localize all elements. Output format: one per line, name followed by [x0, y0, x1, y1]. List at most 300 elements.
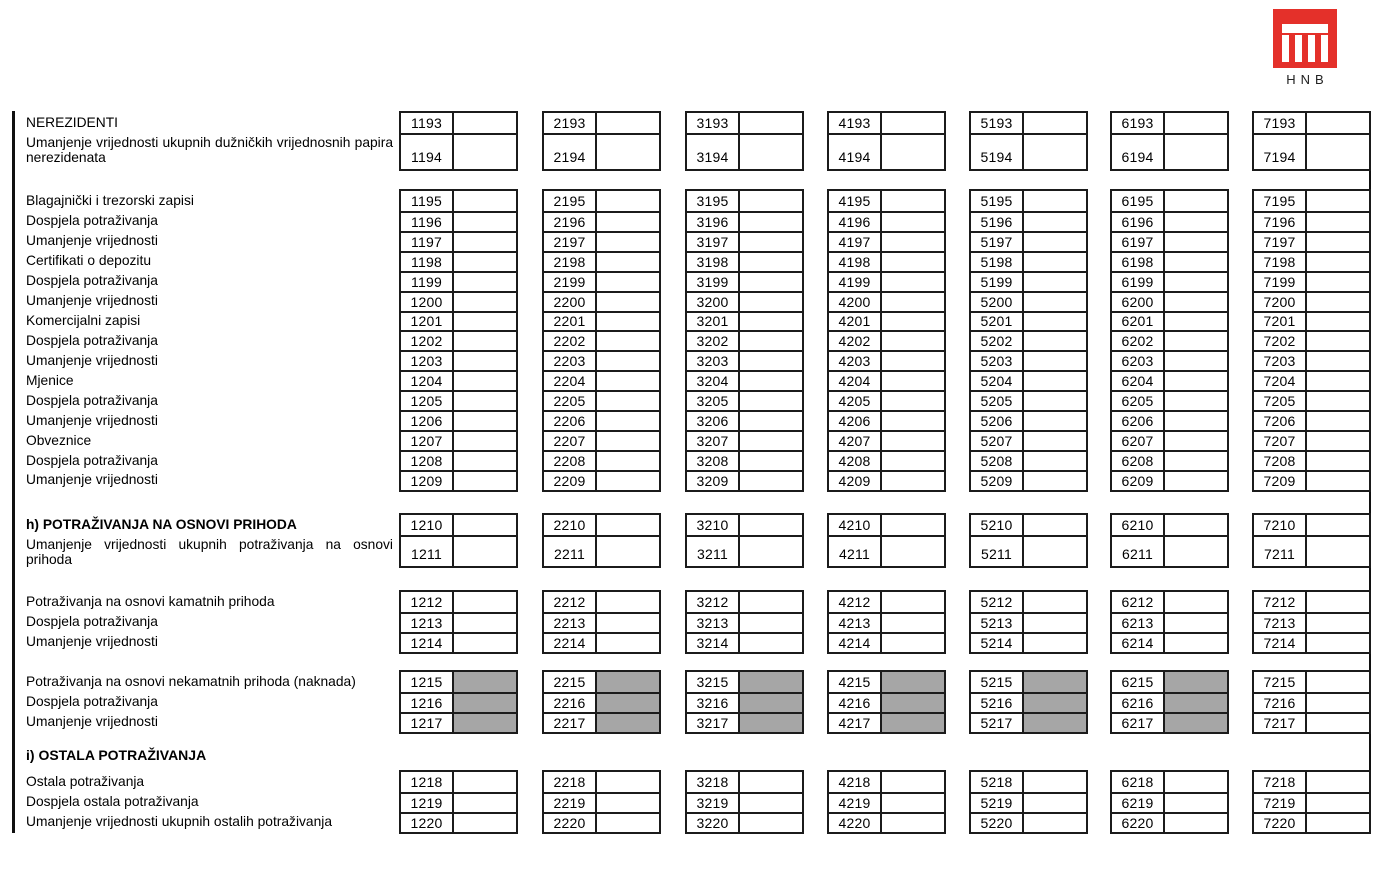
value-cell-4218[interactable]	[882, 772, 944, 792]
value-cell-2204[interactable]	[597, 372, 659, 390]
value-cell-4210[interactable]	[882, 515, 944, 535]
value-cell-3194[interactable]	[740, 135, 802, 170]
box-row	[1254, 390, 1369, 410]
code-cell-3217: 3217	[687, 714, 740, 732]
box-row	[544, 430, 659, 450]
code-block-nekamatni-prihodi-col7	[1252, 670, 1371, 734]
value-cell-2208[interactable]	[597, 452, 659, 470]
value-cell-3211[interactable]	[740, 537, 802, 567]
value-cell-2194[interactable]	[597, 135, 659, 170]
code-block-nerezidenti-col3	[685, 111, 804, 171]
code-block-ostala-potrazivanja-col3	[685, 770, 804, 834]
value-cell-1210[interactable]	[454, 515, 516, 535]
value-cell-4205[interactable]	[882, 392, 944, 410]
value-cell-2193[interactable]	[597, 113, 659, 133]
value-cell-2213[interactable]	[597, 614, 659, 632]
value-cell-2220[interactable]	[597, 814, 659, 832]
code-cell-4214: 4214	[829, 634, 882, 652]
value-cell-2214[interactable]	[597, 634, 659, 652]
code-cell-5195: 5195	[971, 191, 1024, 211]
code-block-vrijednosni-papiri-col6	[1110, 189, 1229, 492]
value-cell-1215	[454, 672, 516, 692]
value-cell-6219[interactable]	[1165, 794, 1227, 812]
box-row	[1254, 712, 1369, 732]
value-cell-6199[interactable]	[1165, 273, 1227, 291]
code-cell-5211: 5211	[971, 537, 1024, 567]
value-cell-4213[interactable]	[882, 614, 944, 632]
value-cell-5218[interactable]	[1024, 772, 1086, 792]
value-cell-6208[interactable]	[1165, 452, 1227, 470]
value-cell-4208[interactable]	[882, 452, 944, 470]
value-cell-6198[interactable]	[1165, 253, 1227, 271]
value-cell-5200[interactable]	[1024, 293, 1086, 311]
value-cell-4209[interactable]	[882, 472, 944, 490]
value-cell-6214[interactable]	[1165, 634, 1227, 652]
value-cell-4198[interactable]	[882, 253, 944, 271]
box-row	[687, 772, 802, 792]
code-cell-3211: 3211	[687, 537, 740, 567]
value-cell-6195[interactable]	[1165, 191, 1227, 211]
value-cell-5202[interactable]	[1024, 332, 1086, 350]
temple-columns-shape	[1282, 35, 1328, 62]
code-block-vrijednosni-papiri-col1	[399, 189, 518, 492]
value-cell-3218[interactable]	[740, 772, 802, 792]
left-table-rule	[12, 111, 15, 833]
value-cell-4201[interactable]	[882, 313, 944, 331]
code-cell-2197: 2197	[544, 233, 597, 251]
box-row	[1254, 291, 1369, 311]
code-cell-6216: 6216	[1112, 694, 1165, 712]
code-cell-1193: 1193	[401, 113, 454, 133]
box-row	[829, 515, 944, 535]
value-cell-5206[interactable]	[1024, 412, 1086, 430]
code-cell-3215: 3215	[687, 672, 740, 692]
code-cell-2207: 2207	[544, 432, 597, 450]
value-cell-5214[interactable]	[1024, 634, 1086, 652]
value-cell-7204[interactable]	[1307, 372, 1369, 390]
value-cell-4199[interactable]	[882, 273, 944, 291]
value-cell-2197[interactable]	[597, 233, 659, 251]
value-cell-1212[interactable]	[454, 592, 516, 612]
value-cell-2200[interactable]	[597, 293, 659, 311]
value-cell-7194[interactable]	[1307, 135, 1369, 170]
value-cell-5220[interactable]	[1024, 814, 1086, 832]
code-cell-6217: 6217	[1112, 714, 1165, 732]
row-label: Umanjenje vrijednosti ukupnih ostalih potraživanja	[26, 814, 333, 830]
box-row	[971, 350, 1086, 370]
value-cell-6220[interactable]	[1165, 814, 1227, 832]
code-cell-4220: 4220	[829, 814, 882, 832]
box-row	[544, 330, 659, 350]
value-cell-5207[interactable]	[1024, 432, 1086, 450]
value-cell-7205[interactable]	[1307, 392, 1369, 410]
value-cell-1220[interactable]	[454, 814, 516, 832]
code-cell-6198: 6198	[1112, 253, 1165, 271]
value-cell-5208[interactable]	[1024, 452, 1086, 470]
box-row	[971, 311, 1086, 331]
box-row	[1254, 612, 1369, 632]
value-cell-6216	[1165, 694, 1227, 712]
value-cell-3208[interactable]	[740, 452, 802, 470]
value-cell-2209[interactable]	[597, 472, 659, 490]
box-row	[971, 211, 1086, 231]
value-cell-2198[interactable]	[597, 253, 659, 271]
box-row	[971, 672, 1086, 692]
value-cell-7200[interactable]	[1307, 293, 1369, 311]
box-row	[1254, 470, 1369, 490]
value-cell-6213[interactable]	[1165, 614, 1227, 632]
value-cell-7207[interactable]	[1307, 432, 1369, 450]
value-cell-6205[interactable]	[1165, 392, 1227, 410]
value-cell-5193[interactable]	[1024, 113, 1086, 133]
box-row	[544, 350, 659, 370]
value-cell-6194[interactable]	[1165, 135, 1227, 170]
value-cell-3207[interactable]	[740, 432, 802, 450]
value-cell-2212[interactable]	[597, 592, 659, 612]
value-cell-1199[interactable]	[454, 273, 516, 291]
box-row	[1254, 410, 1369, 430]
value-cell-3203[interactable]	[740, 352, 802, 370]
code-cell-5209: 5209	[971, 472, 1024, 490]
value-cell-5194[interactable]	[1024, 135, 1086, 170]
value-cell-5209[interactable]	[1024, 472, 1086, 490]
code-block-kamatni-prihodi-col7	[1252, 590, 1371, 654]
row-label: Dospjela potraživanja	[26, 213, 158, 229]
value-cell-4220[interactable]	[882, 814, 944, 832]
value-cell-1204[interactable]	[454, 372, 516, 390]
code-block-nerezidenti-col6	[1110, 111, 1229, 171]
value-cell-7197[interactable]	[1307, 233, 1369, 251]
value-cell-6212[interactable]	[1165, 592, 1227, 612]
value-cell-4200[interactable]	[882, 293, 944, 311]
value-cell-5216	[1024, 694, 1086, 712]
value-cell-6209[interactable]	[1165, 472, 1227, 490]
value-cell-2202[interactable]	[597, 332, 659, 350]
value-cell-2211[interactable]	[597, 537, 659, 567]
value-cell-3205[interactable]	[740, 392, 802, 410]
value-cell-4195[interactable]	[882, 191, 944, 211]
code-cell-6194: 6194	[1112, 135, 1165, 170]
value-cell-1198[interactable]	[454, 253, 516, 271]
value-cell-6207[interactable]	[1165, 432, 1227, 450]
value-cell-1193[interactable]	[454, 113, 516, 133]
value-cell-6218[interactable]	[1165, 772, 1227, 792]
code-cell-2218: 2218	[544, 772, 597, 792]
box-row	[401, 470, 516, 490]
value-cell-6210[interactable]	[1165, 515, 1227, 535]
value-cell-7218[interactable]	[1307, 772, 1369, 792]
value-cell-7202[interactable]	[1307, 332, 1369, 350]
value-cell-6200[interactable]	[1165, 293, 1227, 311]
value-cell-7217[interactable]	[1307, 714, 1369, 732]
value-cell-5204[interactable]	[1024, 372, 1086, 390]
value-cell-1213[interactable]	[454, 614, 516, 632]
value-cell-2207[interactable]	[597, 432, 659, 450]
code-cell-7213: 7213	[1254, 614, 1307, 632]
value-cell-2206[interactable]	[597, 412, 659, 430]
value-cell-6215	[1165, 672, 1227, 692]
value-cell-2203[interactable]	[597, 352, 659, 370]
value-cell-6193[interactable]	[1165, 113, 1227, 133]
box-row	[1254, 330, 1369, 350]
value-cell-4217	[882, 714, 944, 732]
value-cell-6197[interactable]	[1165, 233, 1227, 251]
code-cell-4203: 4203	[829, 352, 882, 370]
code-cell-1209: 1209	[401, 472, 454, 490]
value-cell-1206[interactable]	[454, 412, 516, 430]
box-row	[829, 410, 944, 430]
value-cell-3196[interactable]	[740, 213, 802, 231]
temple-column	[1308, 35, 1315, 62]
value-cell-4193[interactable]	[882, 113, 944, 133]
code-cell-2208: 2208	[544, 452, 597, 470]
code-cell-2202: 2202	[544, 332, 597, 350]
value-cell-3198[interactable]	[740, 253, 802, 271]
box-row	[829, 113, 944, 133]
box-row	[1112, 350, 1227, 370]
value-cell-7219[interactable]	[1307, 794, 1369, 812]
value-cell-5205[interactable]	[1024, 392, 1086, 410]
code-block-potrazivanja-prihoda-col1	[399, 513, 518, 568]
value-cell-6204[interactable]	[1165, 372, 1227, 390]
box-row	[687, 410, 802, 430]
code-cell-1216: 1216	[401, 694, 454, 712]
code-block-nekamatni-prihodi-col2	[542, 670, 661, 734]
value-cell-4212[interactable]	[882, 592, 944, 612]
value-cell-3217	[740, 714, 802, 732]
value-cell-1196[interactable]	[454, 213, 516, 231]
value-cell-2199[interactable]	[597, 273, 659, 291]
code-cell-1205: 1205	[401, 392, 454, 410]
value-cell-2196[interactable]	[597, 213, 659, 231]
temple-column	[1321, 35, 1328, 62]
value-cell-5210[interactable]	[1024, 515, 1086, 535]
box-row	[971, 390, 1086, 410]
box-row	[1254, 692, 1369, 712]
value-cell-1200[interactable]	[454, 293, 516, 311]
value-cell-2210[interactable]	[597, 515, 659, 535]
value-cell-4219[interactable]	[882, 794, 944, 812]
value-cell-3219[interactable]	[740, 794, 802, 812]
value-cell-7193[interactable]	[1307, 113, 1369, 133]
value-cell-3212[interactable]	[740, 592, 802, 612]
code-cell-5206: 5206	[971, 412, 1024, 430]
value-cell-4204[interactable]	[882, 372, 944, 390]
value-cell-1203[interactable]	[454, 352, 516, 370]
value-cell-5196[interactable]	[1024, 213, 1086, 231]
value-cell-6201[interactable]	[1165, 313, 1227, 331]
code-block-potrazivanja-prihoda-col6	[1110, 513, 1229, 568]
box-row	[1112, 515, 1227, 535]
value-cell-2205[interactable]	[597, 392, 659, 410]
box-row	[401, 330, 516, 350]
box-row	[1112, 211, 1227, 231]
box-row	[687, 515, 802, 535]
value-cell-7212[interactable]	[1307, 592, 1369, 612]
value-cell-7213[interactable]	[1307, 614, 1369, 632]
value-cell-4203[interactable]	[882, 352, 944, 370]
box-row	[1112, 330, 1227, 350]
code-cell-3201: 3201	[687, 313, 740, 331]
code-cell-4208: 4208	[829, 452, 882, 470]
row-label: Umanjenje vrijednosti	[26, 352, 158, 368]
value-cell-1195[interactable]	[454, 191, 516, 211]
code-cell-1220: 1220	[401, 814, 454, 832]
value-cell-3206[interactable]	[740, 412, 802, 430]
value-cell-7210[interactable]	[1307, 515, 1369, 535]
value-cell-5211[interactable]	[1024, 537, 1086, 567]
value-cell-7208[interactable]	[1307, 452, 1369, 470]
value-cell-1208[interactable]	[454, 452, 516, 470]
value-cell-5197[interactable]	[1024, 233, 1086, 251]
code-cell-6220: 6220	[1112, 814, 1165, 832]
code-cell-3210: 3210	[687, 515, 740, 535]
code-cell-3198: 3198	[687, 253, 740, 271]
code-block-nerezidenti-col5	[969, 111, 1088, 171]
value-cell-7199[interactable]	[1307, 273, 1369, 291]
value-cell-1214[interactable]	[454, 634, 516, 652]
code-block-ostala-potrazivanja-col5	[969, 770, 1088, 834]
box-row	[829, 712, 944, 732]
code-cell-7193: 7193	[1254, 113, 1307, 133]
row-label: Certifikati o depozitu	[26, 253, 152, 269]
box-row	[687, 271, 802, 291]
box-row	[1254, 251, 1369, 271]
value-cell-1211[interactable]	[454, 537, 516, 567]
value-cell-3210[interactable]	[740, 515, 802, 535]
value-cell-3195[interactable]	[740, 191, 802, 211]
value-cell-6211[interactable]	[1165, 537, 1227, 567]
value-cell-7211[interactable]	[1307, 537, 1369, 567]
value-cell-4202[interactable]	[882, 332, 944, 350]
value-cell-1205[interactable]	[454, 392, 516, 410]
box-row	[829, 632, 944, 652]
value-cell-4197[interactable]	[882, 233, 944, 251]
code-cell-5208: 5208	[971, 452, 1024, 470]
value-cell-1197[interactable]	[454, 233, 516, 251]
value-cell-1201[interactable]	[454, 313, 516, 331]
value-cell-7201[interactable]	[1307, 313, 1369, 331]
value-cell-7203[interactable]	[1307, 352, 1369, 370]
box-row	[687, 311, 802, 331]
value-cell-2195[interactable]	[597, 191, 659, 211]
value-cell-3199[interactable]	[740, 273, 802, 291]
value-cell-5201[interactable]	[1024, 313, 1086, 331]
value-cell-2201[interactable]	[597, 313, 659, 331]
value-cell-7209[interactable]	[1307, 472, 1369, 490]
value-cell-3201[interactable]	[740, 313, 802, 331]
code-cell-2215: 2215	[544, 672, 597, 692]
code-cell-3193: 3193	[687, 113, 740, 133]
value-cell-3214[interactable]	[740, 634, 802, 652]
box-row	[544, 191, 659, 211]
box-row	[401, 410, 516, 430]
value-cell-7206[interactable]	[1307, 412, 1369, 430]
value-cell-7195[interactable]	[1307, 191, 1369, 211]
value-cell-6202[interactable]	[1165, 332, 1227, 350]
value-cell-3213[interactable]	[740, 614, 802, 632]
value-cell-5203[interactable]	[1024, 352, 1086, 370]
row-label: Dospjela potraživanja	[26, 452, 158, 468]
value-cell-1202[interactable]	[454, 332, 516, 350]
box-row	[687, 251, 802, 271]
box-row	[829, 211, 944, 231]
code-block-potrazivanja-prihoda-col7	[1252, 513, 1371, 568]
code-cell-3194: 3194	[687, 135, 740, 170]
value-cell-2218[interactable]	[597, 772, 659, 792]
code-cell-4209: 4209	[829, 472, 882, 490]
value-cell-7198[interactable]	[1307, 253, 1369, 271]
value-cell-5219[interactable]	[1024, 794, 1086, 812]
code-cell-4206: 4206	[829, 412, 882, 430]
value-cell-5195[interactable]	[1024, 191, 1086, 211]
value-cell-4206[interactable]	[882, 412, 944, 430]
value-cell-6203[interactable]	[1165, 352, 1227, 370]
code-cell-6209: 6209	[1112, 472, 1165, 490]
value-cell-1217	[454, 714, 516, 732]
value-cell-7216[interactable]	[1307, 694, 1369, 712]
code-block-vrijednosni-papiri-col2	[542, 189, 661, 492]
value-cell-7196[interactable]	[1307, 213, 1369, 231]
box-row	[1254, 772, 1369, 792]
box-row	[544, 515, 659, 535]
value-cell-4194[interactable]	[882, 135, 944, 170]
value-cell-1209[interactable]	[454, 472, 516, 490]
code-cell-4199: 4199	[829, 273, 882, 291]
value-cell-4207[interactable]	[882, 432, 944, 450]
code-block-potrazivanja-prihoda-col4	[827, 513, 946, 568]
value-cell-5213[interactable]	[1024, 614, 1086, 632]
code-cell-1204: 1204	[401, 372, 454, 390]
value-cell-3200[interactable]	[740, 293, 802, 311]
value-cell-3209[interactable]	[740, 472, 802, 490]
value-cell-6196[interactable]	[1165, 213, 1227, 231]
value-cell-4196[interactable]	[882, 213, 944, 231]
value-cell-2219[interactable]	[597, 794, 659, 812]
value-cell-3197[interactable]	[740, 233, 802, 251]
value-cell-3220[interactable]	[740, 814, 802, 832]
value-cell-3204[interactable]	[740, 372, 802, 390]
code-cell-7207: 7207	[1254, 432, 1307, 450]
value-cell-5198[interactable]	[1024, 253, 1086, 271]
value-cell-5199[interactable]	[1024, 273, 1086, 291]
value-cell-1218[interactable]	[454, 772, 516, 792]
code-cell-1211: 1211	[401, 537, 454, 567]
box-row	[401, 251, 516, 271]
value-cell-7214[interactable]	[1307, 634, 1369, 652]
value-cell-7215[interactable]	[1307, 672, 1369, 692]
code-cell-1212: 1212	[401, 592, 454, 612]
code-cell-7216: 7216	[1254, 694, 1307, 712]
value-cell-6206[interactable]	[1165, 412, 1227, 430]
value-cell-4211[interactable]	[882, 537, 944, 567]
code-cell-2217: 2217	[544, 714, 597, 732]
value-cell-1219[interactable]	[454, 794, 516, 812]
value-cell-1194[interactable]	[454, 135, 516, 170]
code-block-ostala-potrazivanja-col2	[542, 770, 661, 834]
box-row	[971, 612, 1086, 632]
value-cell-5212[interactable]	[1024, 592, 1086, 612]
box-row	[1112, 311, 1227, 331]
value-cell-3193[interactable]	[740, 113, 802, 133]
value-cell-4214[interactable]	[882, 634, 944, 652]
value-cell-7220[interactable]	[1307, 814, 1369, 832]
value-cell-1207[interactable]	[454, 432, 516, 450]
box-row	[401, 612, 516, 632]
value-cell-3202[interactable]	[740, 332, 802, 350]
code-cell-1198: 1198	[401, 253, 454, 271]
box-row	[1254, 430, 1369, 450]
